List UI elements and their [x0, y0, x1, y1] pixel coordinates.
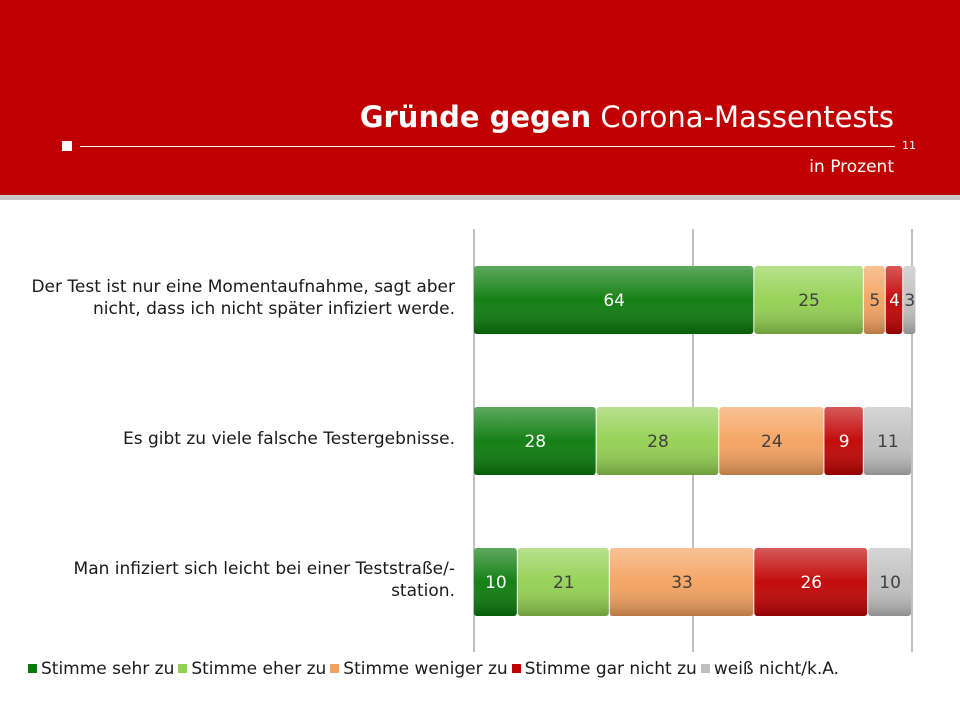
legend-label: Stimme sehr zu	[41, 659, 175, 679]
data-label: 4	[889, 291, 900, 311]
legend-swatch	[701, 664, 710, 673]
legend-label: Stimme eher zu	[191, 659, 327, 679]
legend-item	[178, 659, 326, 679]
data-label: 9	[838, 432, 850, 452]
data-label: 33	[671, 573, 693, 593]
data-label: 25	[798, 291, 820, 311]
category-label: Der Test ist nur eine Momentaufnahme, sagt aber nicht, dass ich nicht später infiziert werde.	[31, 277, 455, 319]
legend-swatch	[28, 664, 37, 673]
title-bold: Gründe gegen	[359, 100, 592, 134]
legend-swatch	[178, 664, 187, 673]
data-label: 10	[879, 573, 901, 593]
legend-swatch	[512, 664, 521, 673]
legend-item	[512, 659, 697, 679]
legend-label: Stimme weniger zu	[343, 659, 508, 679]
legend-label: weiß nicht/k.A.	[713, 659, 840, 679]
chart-subtitle: in Prozent	[809, 157, 894, 177]
category-label: Es gibt zu viele falsche Testergebnisse.	[122, 429, 455, 449]
legend-swatch	[330, 664, 339, 673]
legend-item	[28, 659, 174, 679]
data-label: 28	[524, 432, 547, 452]
data-label: 64	[603, 291, 625, 311]
data-label: 3	[904, 291, 916, 311]
data-label: 24	[761, 432, 783, 452]
data-label: 5	[869, 291, 881, 311]
legend-item	[701, 659, 839, 679]
data-label: 21	[552, 573, 575, 593]
legend-item	[330, 659, 507, 679]
category-label: Man infiziert sich leicht bei einer Teststraße/-station.	[73, 559, 455, 601]
data-label: 10	[485, 573, 507, 593]
page-number: 11	[902, 139, 916, 152]
chart-legend	[28, 659, 843, 679]
legend-label: Stimme gar nicht zu	[524, 659, 697, 679]
title-rest: Corona-Massentests	[591, 100, 894, 134]
data-label: 11	[877, 432, 899, 452]
data-label: 26	[800, 573, 823, 593]
data-label: 28	[647, 432, 669, 452]
